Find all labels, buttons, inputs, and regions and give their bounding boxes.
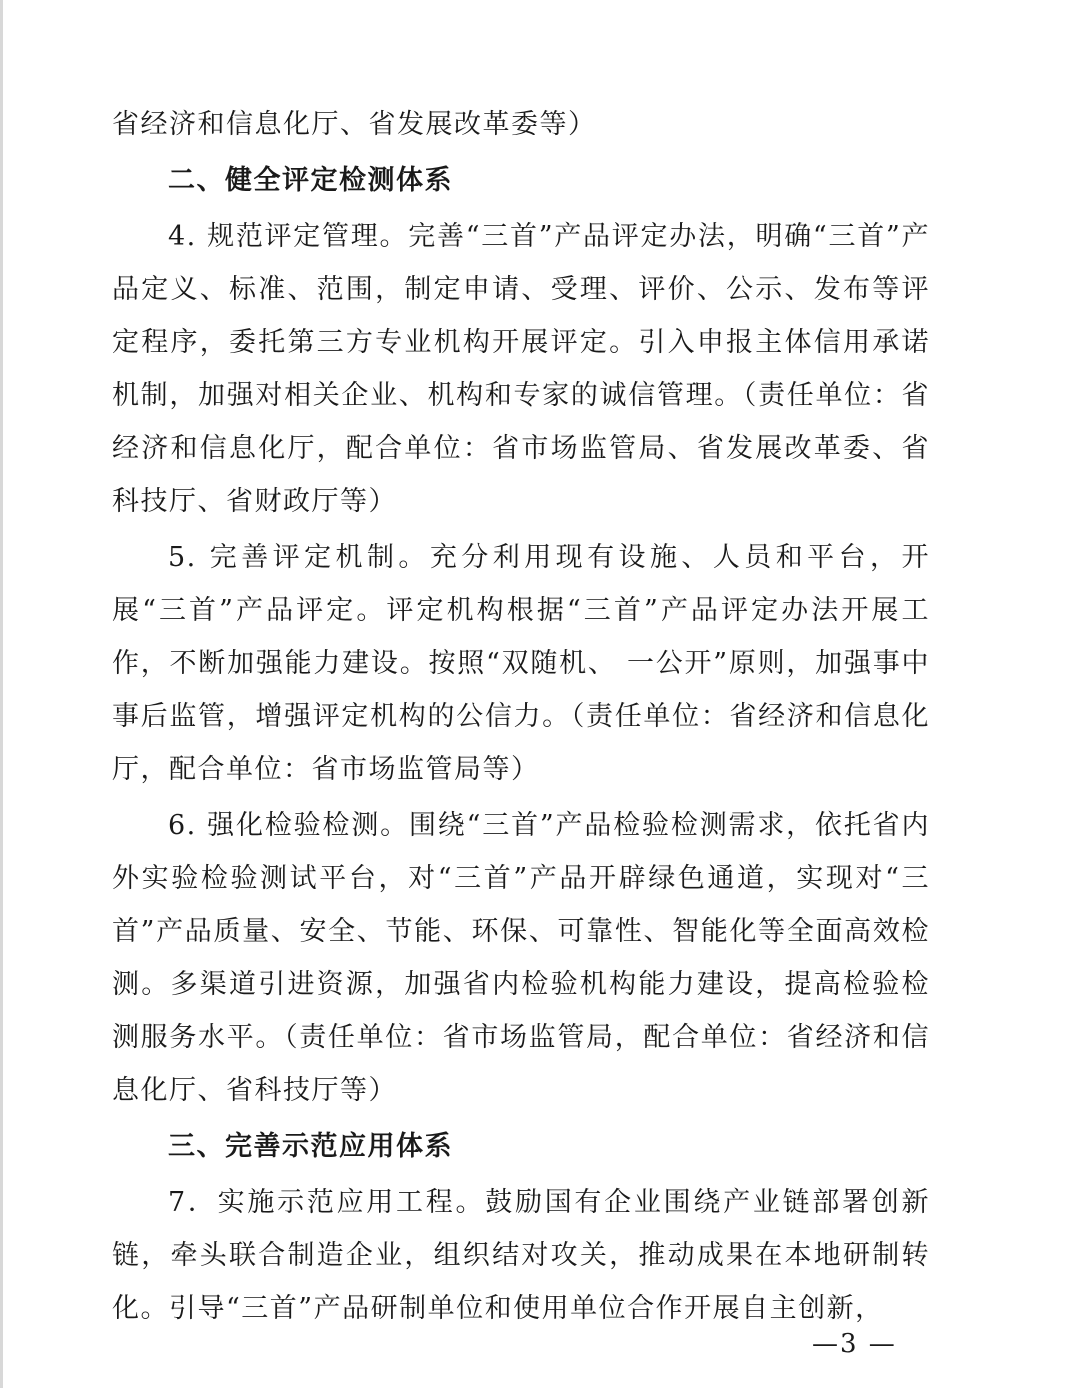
item-6-paragraph: 6. 强化检验检测。围绕“三首”产品检验检测需求，依托省内外实验检验测试平台，对“三首”产品开辟绿色通道，实现对“三首”产品质量、安全、节能、环保、可靠性、智能化等全面高效检测。多渠道引进资源，加强省内检验机构能力建设，提高检验检测服务水平。（责任单位：省市场监管局，配合单位：省经济和信息化厅、省科技厅等） [112, 810, 930, 1106]
page-edge [0, 0, 3, 1388]
page-number: —3 — [812, 1329, 897, 1359]
item-5-paragraph: 5. 完善评定机制。充分利用现有设施、人员和平台，开展“三首”产品评定。评定机构根据“三首”产品评定办法开展工作，不断加强能力建设。按照“双随机、 一公开”原则，加强事中事后监管，增强评定机构的公信力。（责任单位：省经济和信息化厅，配合单位：省市场监管局等） [112, 542, 930, 785]
document-body [112, 98, 930, 1335]
section-heading-3: 三、完善示范应用体系 [168, 1131, 453, 1162]
section-heading-2: 二、健全评定检测体系 [168, 165, 453, 196]
continued-text: 省经济和信息化厅、省发展改革委等） [112, 109, 597, 140]
item-7-paragraph: 7．实施示范应用工程。鼓励国有企业围绕产业链部署创新链，牵头联合制造企业，组织结对攻关，推动成果在本地研制转化。引导“三首”产品研制单位和使用单位合作开展自主创新， [112, 1187, 930, 1324]
item-4-paragraph: 4. 规范评定管理。完善“三首”产品评定办法，明确“三首”产品定义、标准、范围，制定申请、受理、评价、公示、发布等评定程序，委托第三方专业机构开展评定。引入申报主体信用承诺机制，加强对相关企业、机构和专家的诚信管理。（责任单位：省经济和信息化厅，配合单位：省市场监管局、省发展改革委、省科技厅、省财政厅等） [112, 221, 930, 517]
